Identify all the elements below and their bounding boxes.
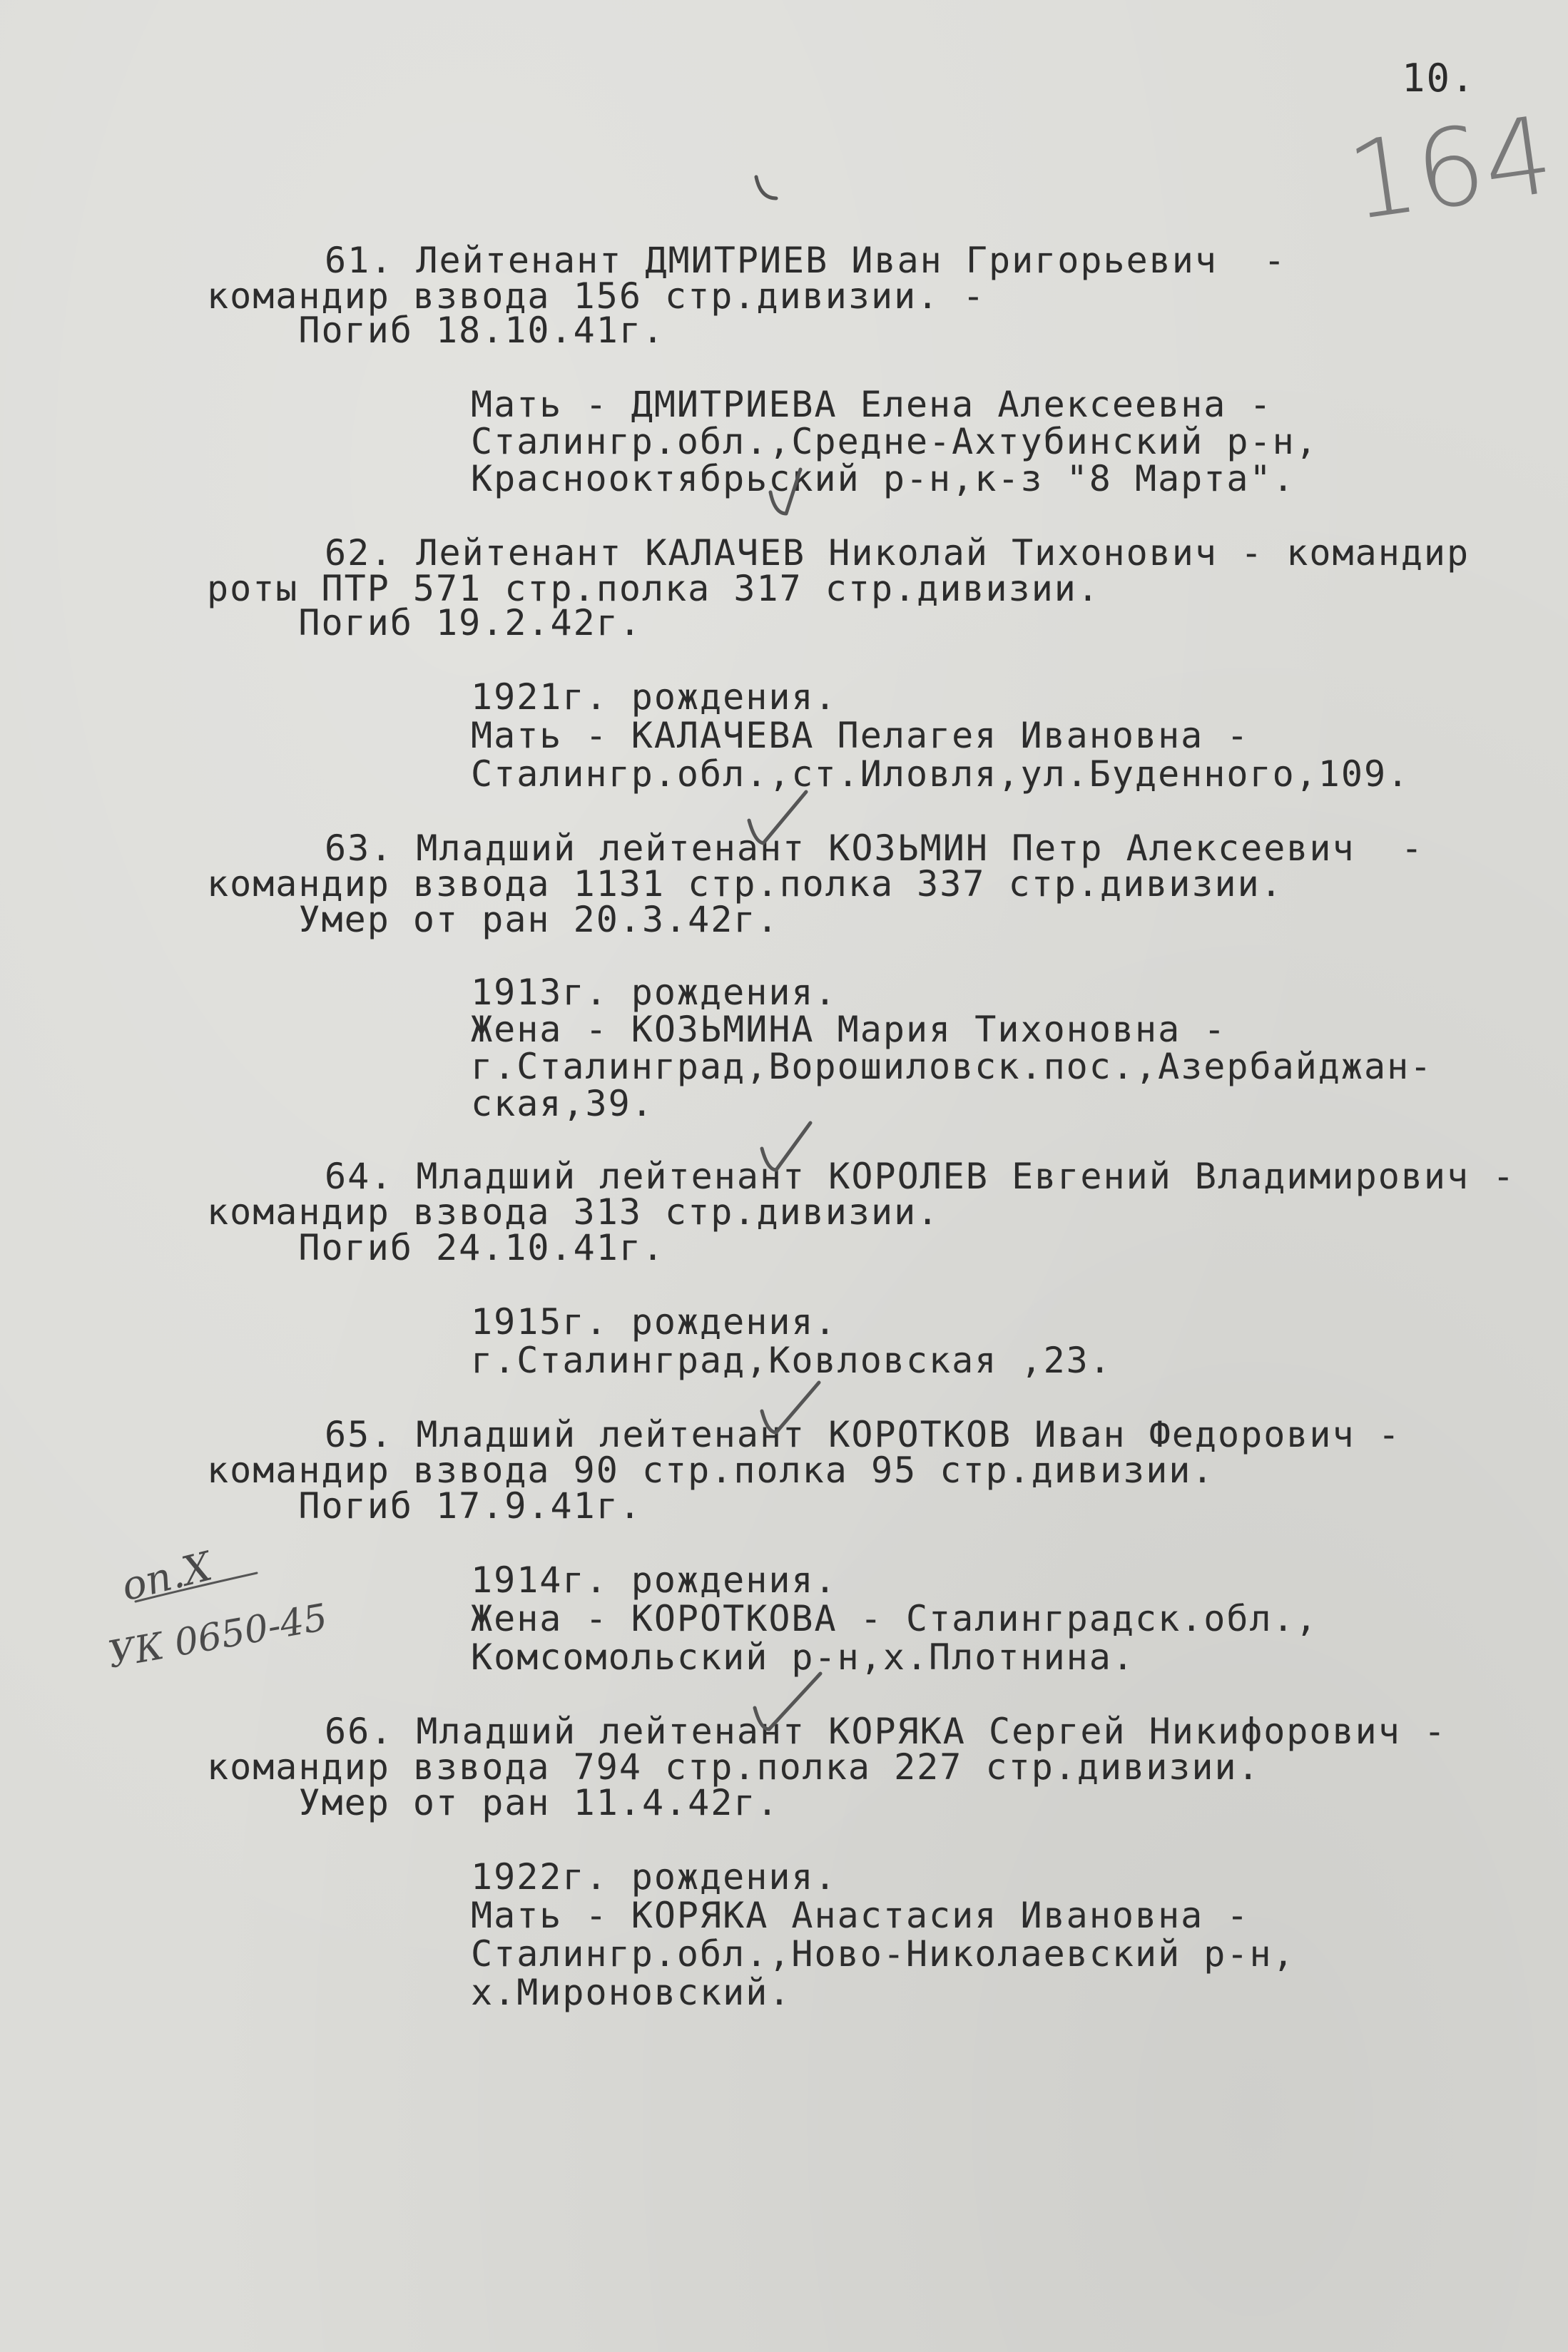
entry-66-address-1: Сталингр.обл.,Ново-Николаевский р-н, [471, 1933, 1295, 1975]
entry-65-relative: Жена - КОРОТКОВА - Сталинградск.обл., [471, 1598, 1318, 1639]
entry-64-heading: 64. Младший лейтенант КОРОЛЕВ Евгений Владимирович - [325, 1156, 1516, 1197]
entry-63-unit: командир взвода 1131 стр.полка 337 стр.дивизии. [207, 863, 1283, 905]
check-mark-icon [770, 469, 800, 514]
entry-61-address-1: Сталингр.обл.,Средне-Ахтубинский р-н, [471, 421, 1318, 462]
entry-65-death: Погиб 17.9.41г. [207, 1485, 642, 1527]
entry-64-death: Погиб 24.10.41г. [207, 1227, 666, 1268]
entry-66-death: Умер от ран 11.4.42г. [207, 1782, 780, 1823]
entry-61-unit: командир взвода 156 стр.дивизии. - [207, 275, 986, 317]
margin-underline [136, 1573, 257, 1602]
entry-66-unit: командир взвода 794 стр.полка 227 стр.дивизии. [207, 1746, 1261, 1788]
margin-note-line-2: УК 0650-45 [105, 1596, 331, 1677]
entry-64-birth: 1915г. рождения. [471, 1301, 838, 1343]
entry-66-birth: 1922г. рождения. [471, 1856, 838, 1898]
entry-62-heading: 62. Лейтенант КАЛАЧЕВ Николай Тихонович - командир [325, 532, 1470, 574]
entry-63-relative: Жена - КОЗЬМИНА Мария Тихоновна - [471, 1009, 1227, 1050]
entry-61-death: Погиб 18.10.41г. [207, 310, 666, 351]
margin-note-line-1: оп.Х [117, 1543, 217, 1611]
entry-61-address-2: Краснооктябрьский р-н,к-з "8 Марта". [471, 458, 1295, 499]
handwritten-folio-number: 164 [1340, 93, 1561, 245]
entry-63-address-1: г.Сталинград,Ворошиловск.пос.,Азербайджан- [471, 1046, 1433, 1087]
entry-63-heading: 63. Младший лейтенант КОЗЬМИН Петр Алексеевич - [325, 828, 1424, 869]
entry-61-relative: Мать - ДМИТРИЕВА Елена Алексеевна - [471, 384, 1273, 425]
entry-65-heading: 65. Младший лейтенант КОРОТКОВ Иван Федорович - [325, 1414, 1401, 1455]
entry-66-address-2: х.Мироновский. [471, 1972, 792, 2013]
check-mark-icon [762, 1383, 819, 1432]
entry-63-address-2: ская,39. [471, 1083, 654, 1124]
entry-64-unit: командир взвода 313 стр.дивизии. [207, 1191, 940, 1233]
entry-63-death: Умер от ран 20.3.42г. [207, 899, 780, 940]
entry-62-address: Сталингр.обл.,ст.Иловля,ул.Буденного,109. [471, 753, 1410, 795]
entry-65-address: Комсомольский р-н,х.Плотнина. [471, 1636, 1135, 1678]
entry-65-birth: 1914г. рождения. [471, 1559, 838, 1601]
entry-62-relative: Мать - КАЛАЧЕВА Пелагея Ивановна - [471, 715, 1250, 756]
check-mark-icon [756, 177, 776, 198]
entry-62-unit: роты ПТР 571 стр.полка 317 стр.дивизии. [207, 568, 1100, 609]
entry-62-death: Погиб 19.2.42г. [207, 602, 642, 643]
page-number: 10. [1402, 56, 1476, 101]
check-mark-icon [749, 792, 806, 843]
entry-66-relative: Мать - КОРЯКА Анастасия Ивановна - [471, 1895, 1250, 1936]
entry-65-unit: командир взвода 90 стр.полка 95 стр.дивизии. [207, 1450, 1215, 1491]
entry-63-birth: 1913г. рождения. [471, 972, 838, 1013]
entry-61-heading: 61. Лейтенант ДМИТРИЕВ Иван Григорьевич - [325, 240, 1287, 281]
entry-64-address: г.Сталинград,Ковловская ,23. [471, 1340, 1112, 1381]
entry-66-heading: 66. Младший лейтенант КОРЯКА Сергей Никифорович - [325, 1711, 1447, 1752]
check-mark-icon [755, 1674, 820, 1729]
entry-62-birth: 1921г. рождения. [471, 676, 838, 718]
check-mark-icon [762, 1123, 810, 1170]
